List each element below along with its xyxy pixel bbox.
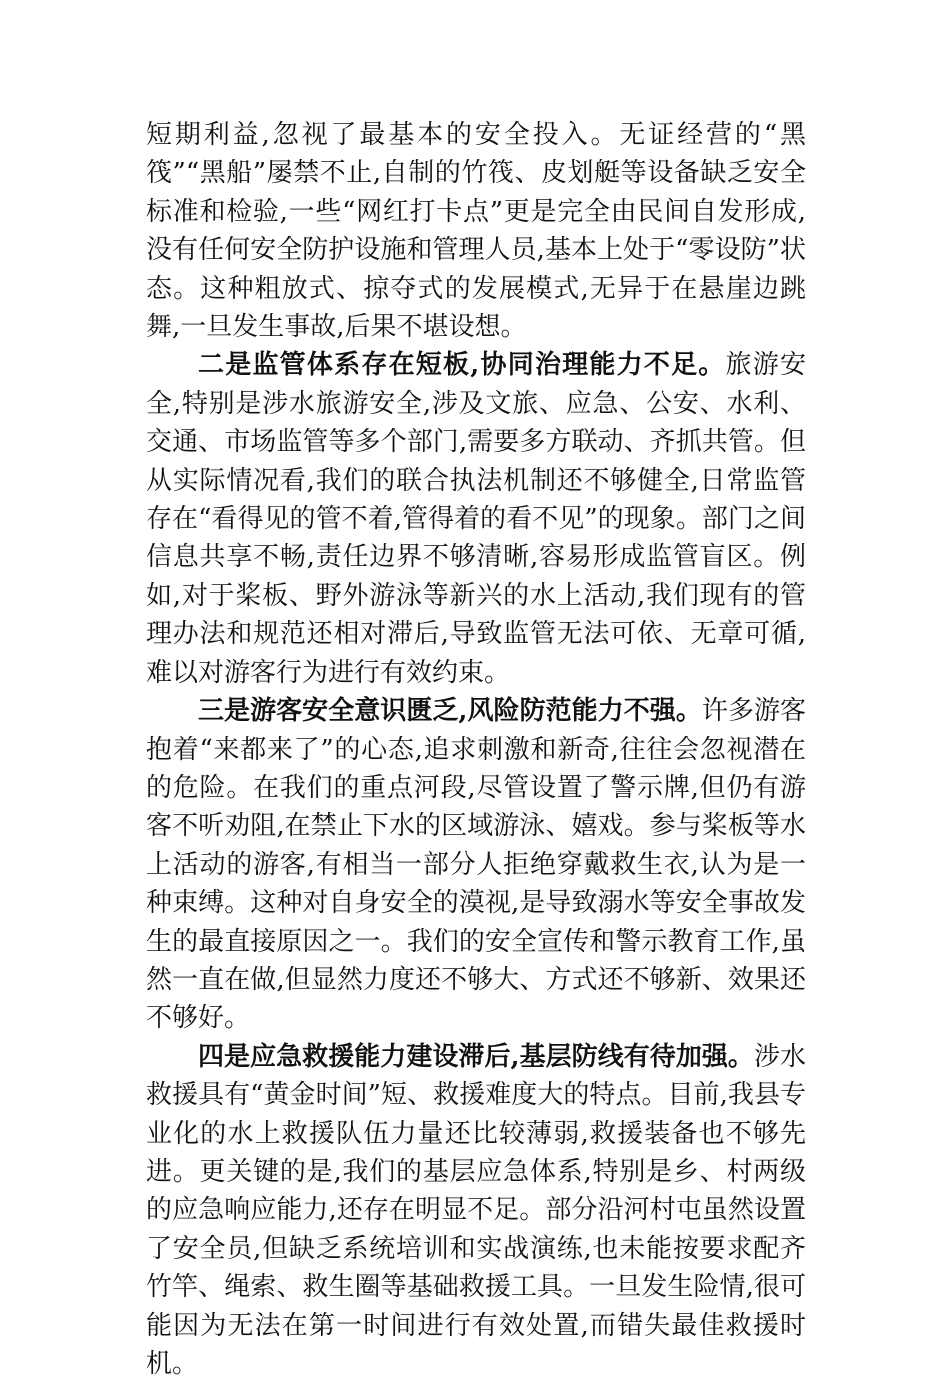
- paragraph-text: 许多游客抱着“来都来了”的心态,追求刺激和新奇,往往会忽视潜在的危险。在我们的重点河段,尽管设置了警示牌,但仍有游客不听劝阻,在禁止下水的区域游泳、嬉戏。参与桨板等水上活动的游客,有相当一部分人拒绝穿戴救生衣,认为是一种束缚。这种对自身安全的漠视,是导致溺水等安全事故发生的最直接原因之一。我们的安全宣传和警示教育工作,虽然一直在做,但显然力度还不够大、方式还不够新、效果还不够好。: [146, 696, 806, 1034]
- document-page: [146, 116, 806, 1383]
- paragraph-heading: 四是应急救援能力建设滞后,基层防线有待加强。: [198, 1041, 754, 1072]
- paragraph-heading: 三是游客安全意识匮乏,风险防范能力不强。: [198, 696, 702, 727]
- paragraph-text: 涉水救援具有“黄金时间”短、救援难度大的特点。目前,我县专业化的水上救援队伍力量还比较薄弱,救援装备也不够先进。更关键的是,我们的基层应急体系,特别是乡、村两级的应急响应能力,还存在明显不足。部分沿河村屯虽然设置了安全员,但缺乏系统培训和实战演练,也未能按要求配齐竹竿、绳索、救生圈等基础救援工具。一旦发生险情,很可能因为无法在第一时间进行有效处置,而错失最佳救援时机。: [146, 1041, 806, 1379]
- paragraph-text: 旅游安全,特别是涉水旅游安全,涉及文旅、应急、公安、水利、交通、市场监管等多个部门,需要多方联动、齐抓共管。但从实际情况看,我们的联合执法机制还不够健全,日常监管存在“看得见的管不着,管得着的看不见”的现象。部门之间信息共享不畅,责任边界不够清晰,容易形成监管盲区。例如,对于桨板、野外游泳等新兴的水上活动,我们现有的管理办法和规范还相对滞后,导致监管无法可依、无章可循,难以对游客行为进行有效约束。: [146, 350, 806, 688]
- paragraph-heading: 二是监管体系存在短板,协同治理能力不足。: [198, 350, 726, 381]
- paragraph-point-two: [146, 346, 806, 692]
- paragraph-point-four: [146, 1038, 806, 1383]
- paragraph-text: 短期利益,忽视了最基本的安全投入。无证经营的“黑筏”“黑船”屡禁不止,自制的竹筏、皮划艇等设备缺乏安全标准和检验,一些“网红打卡点”更是完全由民间自发形成,没有任何安全防护设施和管理人员,基本上处于“零设防”状态。这种粗放式、掠夺式的发展模式,无异于在悬崖边跳舞,一旦发生事故,后果不堪设想。: [146, 120, 806, 343]
- paragraph-point-three: [146, 692, 806, 1038]
- paragraph-continuation: [146, 116, 806, 346]
